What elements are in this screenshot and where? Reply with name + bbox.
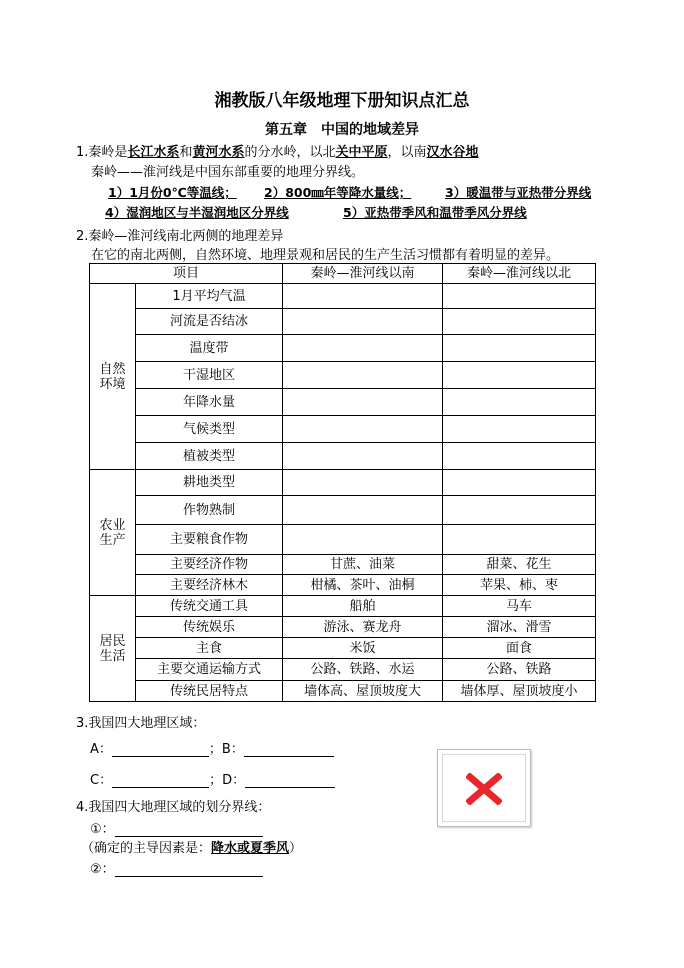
row-item: 气候类型 bbox=[136, 416, 283, 443]
row-item: 主要经济林木 bbox=[136, 575, 283, 596]
header-north: 秦岭—淮河线以北 bbox=[443, 264, 596, 284]
row-item: 干湿地区 bbox=[136, 362, 283, 389]
q4-note bbox=[81, 837, 302, 856]
q4-blank-1[interactable] bbox=[115, 822, 263, 837]
table-row bbox=[90, 284, 596, 309]
row-item: 年降水量 bbox=[136, 389, 283, 416]
q2-description: 在它的南北两侧，自然环境、地理景观和居民的生产生活习惯都有着明显的差异。 bbox=[91, 248, 560, 263]
cell-north: 墙体厚、屋顶坡度小 bbox=[443, 681, 596, 702]
q3-label-b: ；B： bbox=[208, 742, 244, 757]
q1-text-and: 和 bbox=[179, 145, 193, 160]
q1-answer-guanzhong: 关中平原 bbox=[335, 145, 388, 160]
cell-north: 苹果、柿、枣 bbox=[443, 575, 596, 596]
cell-south bbox=[283, 335, 443, 362]
table-header-row bbox=[90, 264, 596, 284]
row-item: 主要交通运输方式 bbox=[136, 659, 283, 681]
q3-blank-d[interactable] bbox=[245, 773, 335, 788]
q3-row-ab bbox=[90, 738, 334, 757]
q2-title: 2.秦岭—淮河线南北两侧的地理差异 bbox=[76, 229, 284, 244]
row-item: 作物熟制 bbox=[136, 496, 283, 525]
q1-answer-hanshui: 汉水谷地 bbox=[426, 145, 479, 160]
table-row bbox=[90, 596, 596, 617]
group-label-life: 居民 生活 bbox=[90, 596, 136, 702]
cell-south bbox=[283, 309, 443, 335]
cell-south: 公路、铁路、水运 bbox=[283, 659, 443, 681]
cell-north: 面食 bbox=[443, 638, 596, 659]
group-label-nature: 自然 环境 bbox=[90, 284, 136, 470]
table-row bbox=[90, 617, 596, 638]
q4-label-2: ②： bbox=[90, 862, 115, 877]
q1-text-pre: 秦岭是 bbox=[88, 145, 128, 160]
q1-answer-yangtze: 长江水系 bbox=[127, 145, 180, 160]
table-row bbox=[90, 638, 596, 659]
q4-label-1: ①： bbox=[90, 822, 115, 837]
cell-north: 溜冰、滑雪 bbox=[443, 617, 596, 638]
cell-south: 墙体高、屋顶坡度大 bbox=[283, 681, 443, 702]
header-south: 秦岭—淮河线以南 bbox=[283, 264, 443, 284]
q1-item-1: 1）1月份0℃等温线； bbox=[108, 185, 237, 200]
table-row bbox=[90, 335, 596, 362]
q3-blank-c[interactable] bbox=[112, 773, 209, 788]
cell-north: 甜菜、花生 bbox=[443, 555, 596, 575]
cell-north bbox=[443, 362, 596, 389]
table-row bbox=[90, 555, 596, 575]
q3-row-cd bbox=[90, 769, 335, 788]
q3-title: 3.我国四大地理区域： bbox=[76, 716, 206, 731]
cell-north bbox=[443, 496, 596, 525]
cell-north bbox=[443, 284, 596, 309]
document-title: 湘教版八年级地理下册知识点汇总 bbox=[214, 91, 470, 111]
cell-south bbox=[283, 525, 443, 555]
q4-note-pre: （确定的主导因素是： bbox=[81, 841, 212, 856]
red-x-icon bbox=[470, 777, 498, 801]
table-row bbox=[90, 525, 596, 555]
q4-note-answer: 降水或夏季风 bbox=[211, 841, 290, 856]
cell-north bbox=[443, 443, 596, 470]
q3-blank-b[interactable] bbox=[244, 742, 334, 757]
table-row bbox=[90, 496, 596, 525]
q4-row-1 bbox=[90, 818, 263, 837]
cell-north bbox=[443, 416, 596, 443]
row-item: 耕地类型 bbox=[136, 470, 283, 496]
header-item: 项目 bbox=[90, 264, 283, 284]
cell-south bbox=[283, 389, 443, 416]
broken-image-placeholder bbox=[437, 749, 531, 827]
cell-south: 甘蔗、油菜 bbox=[283, 555, 443, 575]
q4-blank-2[interactable] bbox=[115, 862, 263, 877]
cell-south bbox=[283, 362, 443, 389]
q3-label-c: C： bbox=[90, 773, 113, 788]
q1-item-2: 2）800㎜年等降水量线； bbox=[264, 185, 412, 200]
row-item: 传统民居特点 bbox=[136, 681, 283, 702]
q3-label-a: A： bbox=[90, 742, 112, 757]
cell-north: 公路、铁路 bbox=[443, 659, 596, 681]
q1-item-5: 5）亚热带季风和温带季风分界线 bbox=[343, 205, 527, 220]
cell-south: 米饭 bbox=[283, 638, 443, 659]
q1-text-mid: 的分水岭，以北 bbox=[244, 145, 336, 160]
row-item: 传统交通工具 bbox=[136, 596, 283, 617]
chapter-title: 第五章 中国的地域差异 bbox=[265, 122, 419, 138]
table-row bbox=[90, 416, 596, 443]
q1-line1 bbox=[76, 141, 479, 160]
cell-north: 马车 bbox=[443, 596, 596, 617]
q1-answer-yellow: 黄河水系 bbox=[192, 145, 245, 160]
row-item: 主食 bbox=[136, 638, 283, 659]
table-row bbox=[90, 470, 596, 496]
group-label-agriculture: 农业 生产 bbox=[90, 470, 136, 596]
table-row bbox=[90, 362, 596, 389]
cell-south bbox=[283, 416, 443, 443]
q3-label-d: ；D： bbox=[209, 773, 246, 788]
cell-south bbox=[283, 284, 443, 309]
row-item: 1月平均气温 bbox=[136, 284, 283, 309]
cell-north bbox=[443, 525, 596, 555]
comparison-table bbox=[89, 263, 596, 702]
cell-north bbox=[443, 335, 596, 362]
table-row bbox=[90, 389, 596, 416]
cell-south bbox=[283, 470, 443, 496]
row-item: 植被类型 bbox=[136, 443, 283, 470]
q1-item-3: 3）暖温带与亚热带分界线 bbox=[445, 185, 592, 200]
cell-south bbox=[283, 496, 443, 525]
row-item: 河流是否结冰 bbox=[136, 309, 283, 335]
table-row bbox=[90, 659, 596, 681]
row-item: 传统娱乐 bbox=[136, 617, 283, 638]
q4-title: 4.我国四大地理区域的划分界线： bbox=[76, 800, 271, 815]
cell-south: 柑橘、茶叶、油桐 bbox=[283, 575, 443, 596]
cell-north bbox=[443, 309, 596, 335]
table-row bbox=[90, 309, 596, 335]
q4-note-post: ） bbox=[289, 841, 303, 856]
q1-text-mid2: ，以南 bbox=[387, 145, 427, 160]
row-item: 温度带 bbox=[136, 335, 283, 362]
q1-number: 1. bbox=[76, 145, 89, 160]
cell-south: 船舶 bbox=[283, 596, 443, 617]
q1-line2: 秦岭——淮河线是中国东部重要的地理分界线。 bbox=[91, 165, 365, 180]
table-row bbox=[90, 681, 596, 702]
cell-north bbox=[443, 470, 596, 496]
q4-row-2 bbox=[90, 858, 263, 877]
cell-south bbox=[283, 443, 443, 470]
cell-south: 游泳、赛龙舟 bbox=[283, 617, 443, 638]
table-row bbox=[90, 575, 596, 596]
q1-item-4: 4）湿润地区与半湿润地区分界线 bbox=[105, 205, 289, 220]
cell-north bbox=[443, 389, 596, 416]
broken-image-icon bbox=[466, 773, 502, 805]
q3-blank-a[interactable] bbox=[112, 742, 209, 757]
table-row bbox=[90, 443, 596, 470]
row-item: 主要粮食作物 bbox=[136, 525, 283, 555]
row-item: 主要经济作物 bbox=[136, 555, 283, 575]
